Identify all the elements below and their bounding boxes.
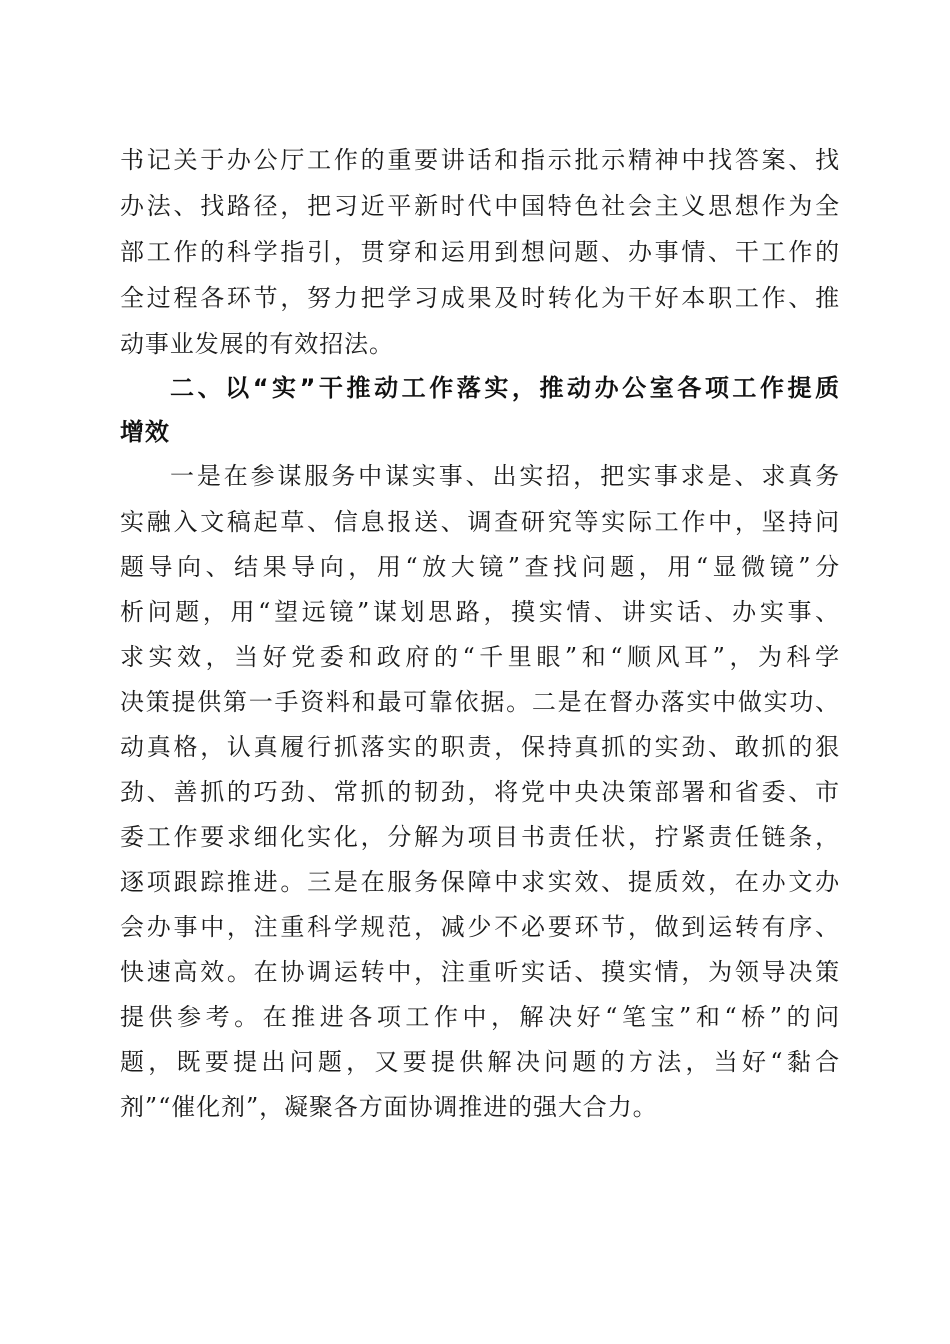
paragraph-2-line-2: 实融入文稿起草、信息报送、调查研究等实际工作中，坚持问 (120, 508, 840, 536)
paragraph-2-line-15: 剂”“催化剂”，凝聚各方面协调推进的强大合力。 (120, 1093, 658, 1121)
paragraph-2-line-12: 快速高效。在协调运转中，注重听实话、摸实情，为领导决策 (120, 958, 840, 986)
paragraph-2-line-10: 逐项跟踪推进。三是在服务保障中求实效、提质效，在办文办 (120, 868, 840, 896)
paragraph-1-line-4: 全过程各环节，努力把学习成果及时转化为干好本职工作、推 (120, 284, 840, 312)
paragraph-2-line-5: 求实效，当好党委和政府的“千里眼”和“顺风耳”，为科学 (120, 643, 840, 671)
section-heading-2-line-2: 增效 (120, 418, 170, 446)
paragraph-1-line-5: 动事业发展的有效招法。 (120, 330, 394, 358)
paragraph-2-line-1: 一是在参谋服务中谋实事、出实招，把实事求是、求真务 (170, 462, 840, 490)
section-heading-2-line-1: 二、以“实”干推动工作落实，推动办公室各项工作提质 (170, 374, 840, 402)
paragraph-2-line-6: 决策提供第一手资料和最可靠依据。二是在督办落实中做实功、 (120, 688, 840, 716)
paragraph-1-line-2: 办法、找路径，把习近平新时代中国特色社会主义思想作为全 (120, 192, 840, 220)
paragraph-2-line-4: 析问题，用“望远镜”谋划思路，摸实情、讲实话、办实事、 (120, 598, 840, 626)
paragraph-2-line-13: 提供参考。在推进各项工作中，解决好“笔宝”和“桥”的问 (120, 1003, 840, 1031)
paragraph-2-line-14: 题，既要提出问题，又要提供解决问题的方法，当好“黏合 (120, 1048, 840, 1076)
paragraph-2-line-7: 动真格，认真履行抓落实的职责，保持真抓的实劲、敢抓的狠 (120, 733, 840, 761)
paragraph-2-line-8: 劲、善抓的巧劲、常抓的韧劲，将党中央决策部署和省委、市 (120, 778, 840, 806)
paragraph-1-line-3: 部工作的科学指引，贯穿和运用到想问题、办事情、干工作的 (120, 238, 840, 266)
paragraph-2-line-3: 题导向、结果导向，用“放大镜”查找问题，用“显微镜”分 (120, 553, 840, 581)
paragraph-2-line-11: 会办事中，注重科学规范，减少不必要环节，做到运转有序、 (120, 913, 840, 941)
paragraph-2-line-9: 委工作要求细化实化，分解为项目书责任状，拧紧责任链条， (120, 823, 840, 851)
paragraph-1-line-1: 书记关于办公厅工作的重要讲话和指示批示精神中找答案、找 (120, 146, 840, 174)
